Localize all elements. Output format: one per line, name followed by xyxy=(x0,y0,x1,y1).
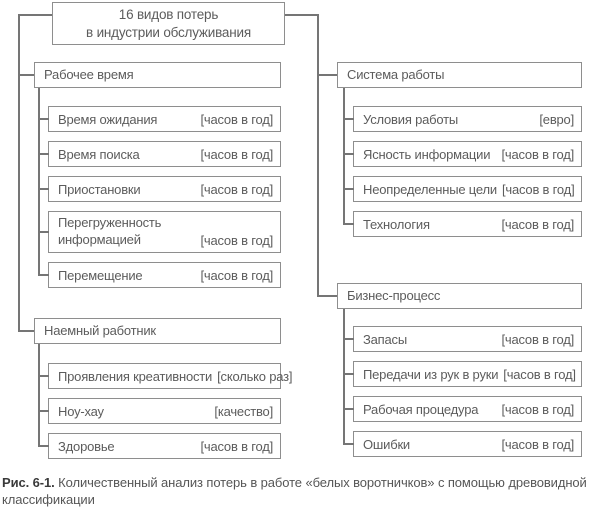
root-node-line1: 16 видов потерь xyxy=(118,7,219,22)
loss-item-unit: [часов в год] xyxy=(501,332,574,347)
loss-item-search-time xyxy=(48,141,281,167)
loss-item-label: Приостановки xyxy=(58,182,141,197)
loss-item-unit: [часов в год] xyxy=(200,439,273,454)
loss-item-know-how xyxy=(48,398,281,424)
loss-item-unit: [качество] xyxy=(214,404,273,419)
figure-caption-text: Количественный анализ потерь в работе «белых воротничков» с помощью древовидной классификации xyxy=(2,475,587,507)
connector-to-work-system xyxy=(317,74,337,76)
loss-item-label: Проявления креативности xyxy=(58,369,213,384)
connector-right-trunk xyxy=(317,14,319,297)
loss-item-unit: [часов в год] xyxy=(200,112,273,127)
loss-item-label: Время ожидания xyxy=(58,112,158,127)
figure-caption xyxy=(2,474,599,508)
loss-item-label: Условия работы xyxy=(363,112,459,127)
loss-item-health xyxy=(48,433,281,459)
connector-to-business-process xyxy=(317,295,337,297)
loss-item-label: Перемещение xyxy=(58,268,143,283)
loss-item-unit: [часов в год] xyxy=(501,217,574,232)
loss-item-unit: [часов в год] xyxy=(200,147,273,162)
loss-item-work-conditions xyxy=(353,106,582,132)
loss-item-label: Здоровье xyxy=(58,439,115,454)
connector-root-right xyxy=(285,14,317,16)
group-employee-title: Наемный работник xyxy=(34,318,281,344)
loss-item-unit: [часов в год] xyxy=(200,233,273,248)
loss-item-information-overload xyxy=(48,211,281,253)
loss-item-unit: [евро] xyxy=(539,112,574,127)
figure-caption-number: Рис. 6-1. xyxy=(2,475,55,490)
group-employee-children xyxy=(34,363,293,459)
loss-item-unit: [часов в год] xyxy=(501,147,574,162)
group-business-process-title: Бизнес-процесс xyxy=(337,283,582,309)
loss-item-label: Технология xyxy=(363,217,430,232)
loss-item-label: Рабочая процедура xyxy=(363,402,479,417)
loss-item-undefined-goals xyxy=(353,176,582,202)
loss-item-unit: [часов в год] xyxy=(501,182,575,197)
loss-item-unit: [часов в год] xyxy=(501,437,574,452)
loss-item-label: Запасы xyxy=(363,332,407,347)
loss-item-information-clarity xyxy=(353,141,582,167)
group-work-time-title: Рабочее время xyxy=(34,62,281,88)
group-work-system xyxy=(337,62,582,237)
loss-item-unit: [часов в год] xyxy=(200,182,273,197)
loss-item-stocks xyxy=(353,326,582,352)
loss-item-errors xyxy=(353,431,582,457)
loss-item-label: Ноу-хау xyxy=(58,404,104,419)
loss-item-work-procedure xyxy=(353,396,582,422)
loss-item-creativity xyxy=(48,363,293,389)
connector-to-employee xyxy=(18,330,34,332)
group-business-process xyxy=(337,283,582,457)
loss-item-suspensions xyxy=(48,176,281,202)
loss-item-handovers xyxy=(353,361,582,387)
connector-to-work-time xyxy=(18,74,34,76)
loss-item-unit: [часов в год] xyxy=(501,402,574,417)
loss-item-label: Перегруженность информацией xyxy=(58,215,162,247)
loss-item-waiting-time xyxy=(48,106,281,132)
group-employee xyxy=(34,318,293,459)
group-business-process-children xyxy=(337,326,582,457)
group-work-system-title: Система работы xyxy=(337,62,582,88)
group-work-time-children xyxy=(34,106,281,288)
loss-item-label: Ошибки xyxy=(363,437,410,452)
loss-item-label: Время поиска xyxy=(58,147,140,162)
loss-item-technology xyxy=(353,211,582,237)
group-work-system-children xyxy=(337,106,582,237)
connector-root-left xyxy=(18,14,52,16)
loss-item-label: Неопределенные цели xyxy=(363,182,497,197)
loss-item-label: Ясность информации xyxy=(363,147,491,162)
connector-left-trunk xyxy=(18,14,20,332)
loss-item-unit: [часов в год] xyxy=(200,268,273,283)
root-node-box xyxy=(52,2,285,45)
group-work-time xyxy=(34,62,281,288)
loss-item-unit: [сколько раз] xyxy=(217,369,293,384)
root-node-line2: в индустрии обслуживания xyxy=(86,25,251,40)
loss-item-movement xyxy=(48,262,281,288)
loss-item-unit: [часов в год] xyxy=(503,367,576,382)
loss-item-label: Передачи из рук в руки xyxy=(363,367,499,382)
